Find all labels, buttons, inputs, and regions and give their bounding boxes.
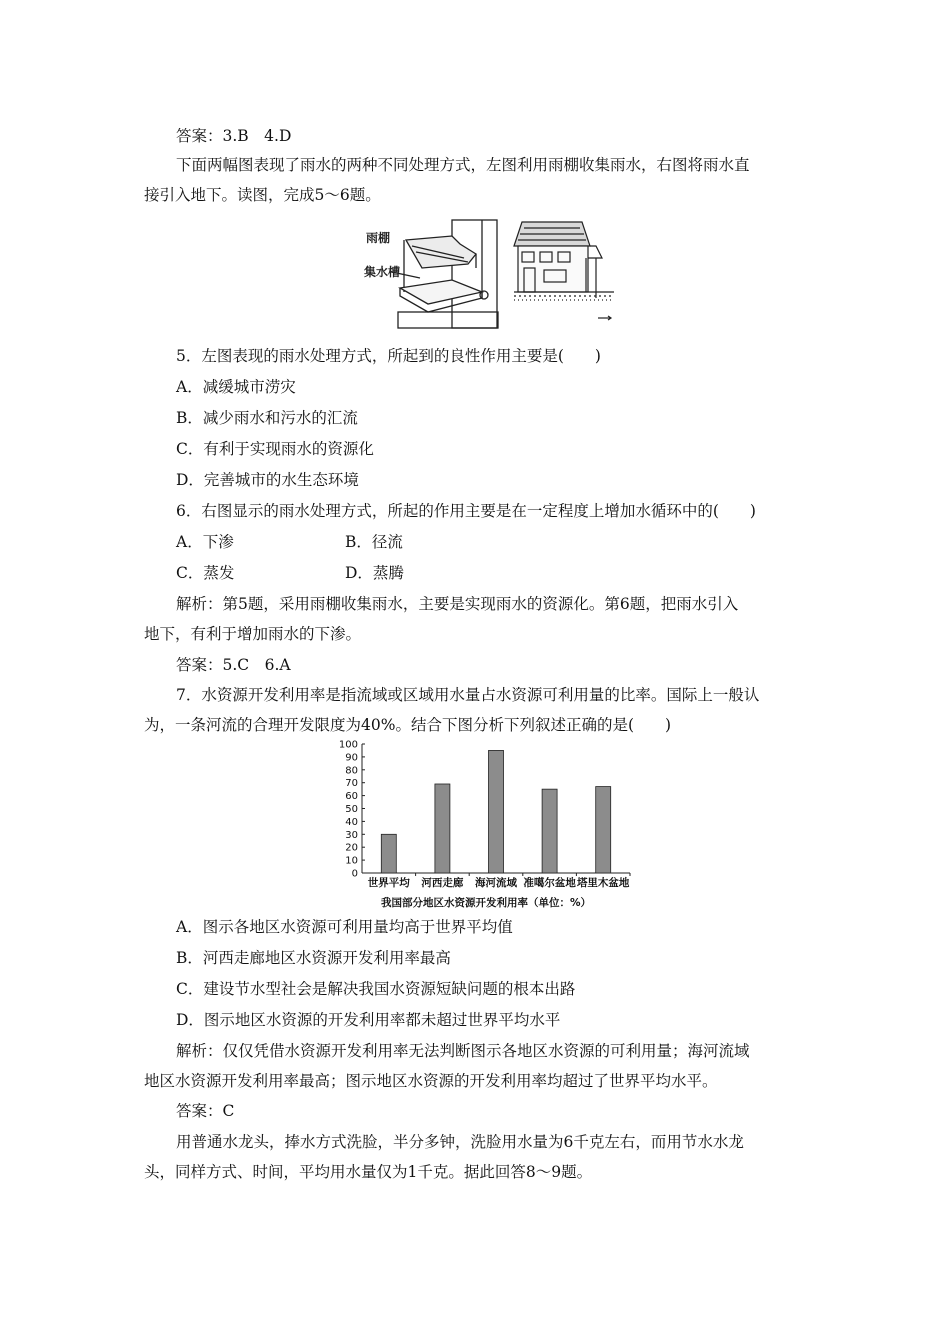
y-tick-label: 0 <box>351 868 358 880</box>
rainwater-figure <box>364 218 619 330</box>
y-tick-label: 60 <box>345 791 358 803</box>
question-7-line1: 7．水资源开发利用率是指流域或区域用水量占水资源可利用量的比率。国际上一般认 <box>176 686 760 704</box>
explanation-7-line1: 解析：仅仅凭借水资源开发利用率无法判断图示各地区水资源的可利用量；海河流域 <box>176 1042 750 1060</box>
answer-5-6: 答案：5.C 6.A <box>176 656 291 674</box>
intro-8-9-line1: 用普通水龙头，捧水方式洗脸，半分多钟，洗脸用水量为6千克左右，而用节水水龙 <box>176 1133 744 1151</box>
chart-title: 我国部分地区水资源开发利用率（单位：%） <box>380 897 592 909</box>
question-5-option-b: B．减少雨水和污水的汇流 <box>176 409 358 427</box>
rain-canopy-illustration <box>364 220 498 328</box>
y-tick-label: 20 <box>345 842 358 854</box>
explanation-7-line2: 地区水资源开发利用率最高；图示地区水资源的开发利用率均超过了世界平均水平。 <box>144 1072 718 1090</box>
question-6-option-c: C．蒸发 <box>176 564 235 582</box>
y-tick-label: 70 <box>345 778 358 790</box>
bar-2 <box>489 750 504 873</box>
question-5-option-c: C．有利于实现雨水的资源化 <box>176 440 374 458</box>
x-tick-label: 塔里木盆地 <box>576 877 630 889</box>
y-tick-label: 100 <box>338 739 358 751</box>
intro-5-6-line1: 下面两幅图表现了雨水的两种不同处理方式，左图利用雨棚收集雨水，右图将雨水直 <box>176 156 750 174</box>
explanation-5-6-line2: 地下，有利于增加雨水的下渗。 <box>144 625 362 643</box>
answer-7: 答案：C <box>176 1102 235 1120</box>
water-use-bar-chart <box>330 738 646 913</box>
question-6-option-a: A．下渗 <box>176 533 234 551</box>
trough-label: 集水槽 <box>364 265 401 279</box>
chart-bars <box>381 750 610 873</box>
x-tick-label: 海河流域 <box>475 877 517 889</box>
question-7-option-c: C．建设节水型社会是解决我国水资源短缺问题的根本出路 <box>176 980 576 998</box>
y-tick-label: 50 <box>345 804 358 815</box>
house-illustration <box>514 222 614 320</box>
chart-y-ticks <box>339 740 365 880</box>
x-tick-label: 准噶尔盆地 <box>523 877 576 889</box>
x-tick-label: 河西走廊 <box>421 877 464 889</box>
y-tick-label: 40 <box>345 816 358 828</box>
question-7-option-a: A．图示各地区水资源可利用量均高于世界平均值 <box>176 918 513 936</box>
question-5-option-d: D．完善城市的水生态环境 <box>176 471 359 489</box>
question-7-option-b: B．河西走廊地区水资源开发利用率最高 <box>176 949 451 967</box>
question-5: 5．左图表现的雨水处理方式，所起到的良性作用主要是( ) <box>176 347 601 365</box>
intro-5-6-line2: 接引入地下。读图，完成5～6题。 <box>144 186 381 204</box>
chart-x-labels <box>368 873 630 889</box>
x-tick-label: 世界平均 <box>367 877 410 889</box>
bar-1 <box>435 784 450 873</box>
answer-3-4: 答案：3.B 4.D <box>176 127 292 145</box>
question-6-option-b: B．径流 <box>345 533 403 551</box>
question-6: 6．右图显示的雨水处理方式，所起的作用主要是在一定程度上增加水循环中的( ) <box>176 502 756 520</box>
y-tick-label: 30 <box>345 829 358 841</box>
bar-4 <box>596 787 611 873</box>
question-7-line2: 为，一条河流的合理开发限度为40%。结合下图分析下列叙述正确的是( ) <box>144 716 672 734</box>
y-tick-label: 90 <box>345 752 358 764</box>
canopy-label: 雨棚 <box>366 231 391 245</box>
y-tick-label: 80 <box>345 765 358 777</box>
bar-3 <box>542 789 557 873</box>
explanation-5-6-line1: 解析：第5题，采用雨棚收集雨水，主要是实现雨水的资源化。第6题，把雨水引入 <box>176 595 739 613</box>
y-tick-label: 10 <box>345 855 358 867</box>
question-5-option-a: A．减缓城市涝灾 <box>176 378 296 396</box>
bar-0 <box>381 834 396 873</box>
question-7-option-d: D．图示地区水资源的开发利用率都未超过世界平均水平 <box>176 1011 561 1029</box>
intro-8-9-line2: 头，同样方式、时间，平均用水量仅为1千克。据此回答8～9题。 <box>144 1163 593 1181</box>
question-6-option-d: D．蒸腾 <box>345 564 404 582</box>
